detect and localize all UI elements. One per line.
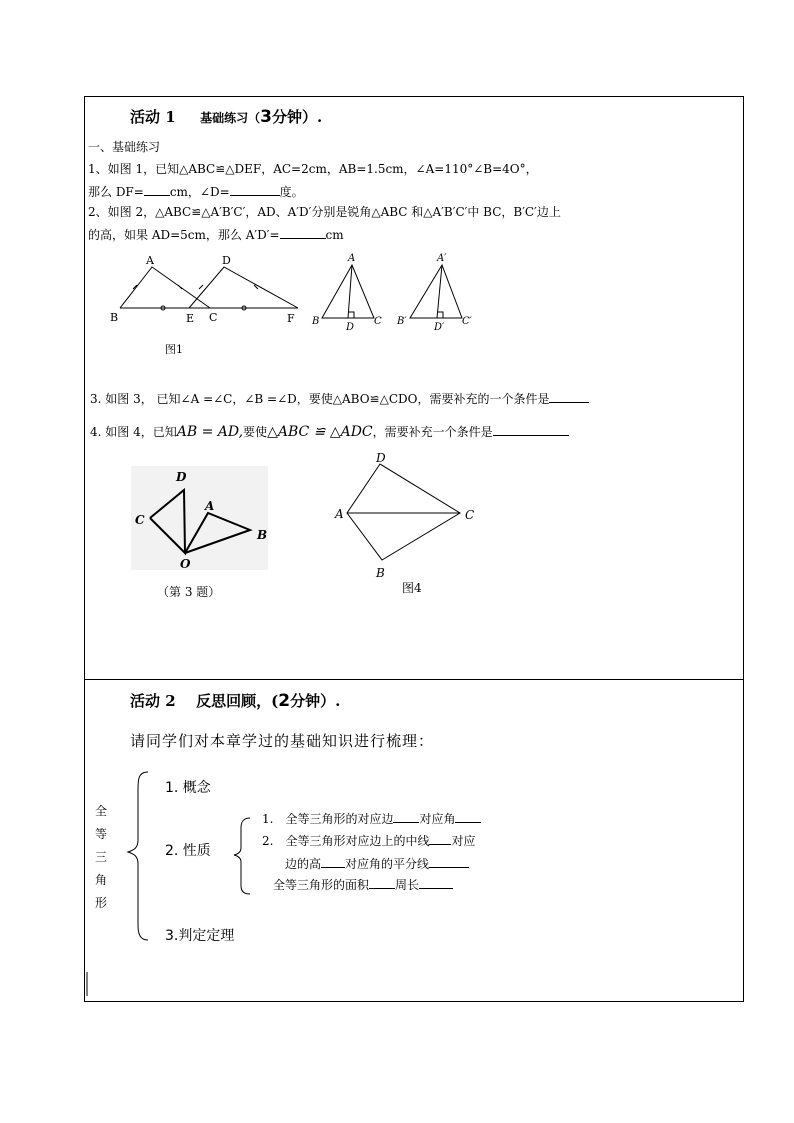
property-3 xyxy=(273,876,453,893)
fig1-caption: 图1 xyxy=(165,343,183,356)
vertical-char: 全 xyxy=(94,804,107,818)
fig2-label-a: A xyxy=(348,253,356,264)
property-1-blank-b[interactable] xyxy=(455,810,481,823)
question3 xyxy=(90,390,589,407)
q3-text: 3. 如图 3， 已知∠A =∠C，∠B =∠D，要使△ABO≌△CDO，需要补充的一个条件是 xyxy=(90,392,550,406)
activity2-main: 反思回顾，( xyxy=(196,692,279,710)
property-2-blank-c[interactable] xyxy=(429,855,469,868)
fig3-label-a: A xyxy=(205,499,215,513)
fig2-triangle-abc xyxy=(322,265,374,318)
outline-item-properties: 2. 性质 xyxy=(165,843,211,859)
fig1-tick xyxy=(199,285,203,289)
fig1-label-d: D xyxy=(222,254,231,267)
outline-vertical-title xyxy=(93,800,109,915)
activity2-minutes: 2 xyxy=(278,691,291,711)
fig2-label-b1: B′ xyxy=(397,316,407,327)
fig4-label-d: D xyxy=(376,451,386,465)
property-1-text: 全等三角形的对应边 xyxy=(285,812,394,826)
fig1-label-b: B xyxy=(110,311,119,324)
fig4-label-c: C xyxy=(465,508,475,522)
q4-triangles: △ABC ≌ △ADC xyxy=(267,424,373,440)
q1-text-c: 度。 xyxy=(279,185,304,199)
review-prompt: 请同学们对本章学过的基础知识进行梳理： xyxy=(130,732,435,750)
fig2-label-c1: C′ xyxy=(462,316,472,327)
q4-blank[interactable] xyxy=(493,423,569,436)
property-3-text: 全等三角形的面积 xyxy=(273,878,370,892)
property-1-blank[interactable] xyxy=(393,810,419,823)
property-1-number: 1. xyxy=(262,812,274,826)
fig2-right-angle xyxy=(348,312,354,318)
property-2-blank-b[interactable] xyxy=(321,855,345,868)
q2-text-b: cm xyxy=(325,228,344,242)
outline-item-theorems: 3.判定定理 xyxy=(165,928,235,944)
q4-text-c: ，需要补充一个条件是 xyxy=(372,425,493,439)
fig4-caption: 图4 xyxy=(402,581,422,595)
figure4 xyxy=(347,464,460,560)
property-2-blank[interactable] xyxy=(429,832,451,845)
fig1-label-c: C xyxy=(209,311,218,324)
property-2-number: 2. xyxy=(262,834,274,848)
property-2-text-c: 边的高 xyxy=(285,857,322,871)
fig3-label-d: D xyxy=(176,470,187,484)
fig1-tick xyxy=(178,285,182,289)
property-1-text-b: 对应角 xyxy=(419,812,456,826)
figure2-right xyxy=(410,265,462,318)
fig3-label-o: O xyxy=(180,557,191,571)
activity1-subtitle: 基础练习（ xyxy=(200,111,261,125)
question4 xyxy=(90,423,569,440)
property-3-blank-b[interactable] xyxy=(419,876,453,889)
activity2-title xyxy=(130,693,340,709)
activity1-label: 活动 1 xyxy=(130,108,176,126)
fig3-label-b: B xyxy=(257,528,268,542)
property-3-blank[interactable] xyxy=(369,876,395,889)
outline-item-concept: 1. 概念 xyxy=(165,780,211,796)
activity1-suffix: 分钟）. xyxy=(272,108,323,126)
question2-line1: 2、如图 2，△ABC≌△A′B′C′，AD、A′D′分别是锐角△ABC 和△A′B′C′中 BC，B′C′边上 xyxy=(88,205,561,219)
fig1-label-f: F xyxy=(287,312,295,325)
fig4-label-b: B xyxy=(376,566,385,580)
activity1-minutes: 3 xyxy=(260,107,272,127)
figure1 xyxy=(120,267,298,310)
fig2-label-d1: D′ xyxy=(434,322,445,333)
q4-text-b: 要使 xyxy=(243,425,268,439)
property-1 xyxy=(262,810,481,827)
property-2-text-b: 对应 xyxy=(451,834,476,848)
fig4-label-a: A xyxy=(335,507,344,521)
q2-text-a: 的高，如果 AD=5cm，那么 A′D′= xyxy=(88,228,280,242)
q4-text-a: 4. 如图 4，已知 xyxy=(90,425,177,439)
fig2-altitude-ad xyxy=(348,265,352,318)
q1-text-a: 那么 DF= xyxy=(88,185,144,199)
property-brace-icon xyxy=(234,818,250,894)
fig2-label-b: B xyxy=(312,316,320,327)
fig2-triangle-a1b1c1 xyxy=(410,265,462,318)
fig1-label-a: A xyxy=(146,254,154,267)
fig1-label-e: E xyxy=(186,312,195,325)
fig2-label-d: D xyxy=(346,322,355,333)
question1-line1: 1、如图 1，已知△ABC≌△DEF，AC=2cm，AB=1.5cm，∠A=110°∠B=4O°， xyxy=(88,162,538,176)
fig1-triangle-def xyxy=(189,267,298,308)
q1-text-b: cm，∠D= xyxy=(169,185,230,199)
property-2-text-d: 对应角的平分线 xyxy=(345,857,430,871)
fig4-quadrilateral xyxy=(347,464,460,560)
figure2-left xyxy=(322,265,374,318)
activity2-suffix: 分钟）. xyxy=(290,692,341,710)
property-2 xyxy=(262,832,475,849)
property-3-text-b: 周长 xyxy=(395,878,420,892)
q3-blank[interactable] xyxy=(549,390,589,403)
vertical-char: 形 xyxy=(94,896,107,910)
vertical-char: 三 xyxy=(94,850,107,864)
fig3-caption: （第 3 题） xyxy=(157,585,221,599)
fig2-label-a1: A′ xyxy=(437,253,447,264)
fig1-triangle-abc xyxy=(120,267,210,308)
outline-brace-icon xyxy=(128,772,148,940)
property-2-cont xyxy=(285,855,469,872)
q4-condition: AB = AD, xyxy=(176,424,244,440)
activity2-label: 活动 2 xyxy=(130,692,176,710)
fig2-label-c: C xyxy=(374,316,382,327)
vertical-char: 等 xyxy=(94,827,107,841)
vertical-char: 角 xyxy=(94,873,107,887)
fig3-label-c: C xyxy=(135,513,145,527)
section1-heading: 一、基础练习 xyxy=(88,140,161,154)
property-2-text: 全等三角形对应边上的中线 xyxy=(285,834,430,848)
